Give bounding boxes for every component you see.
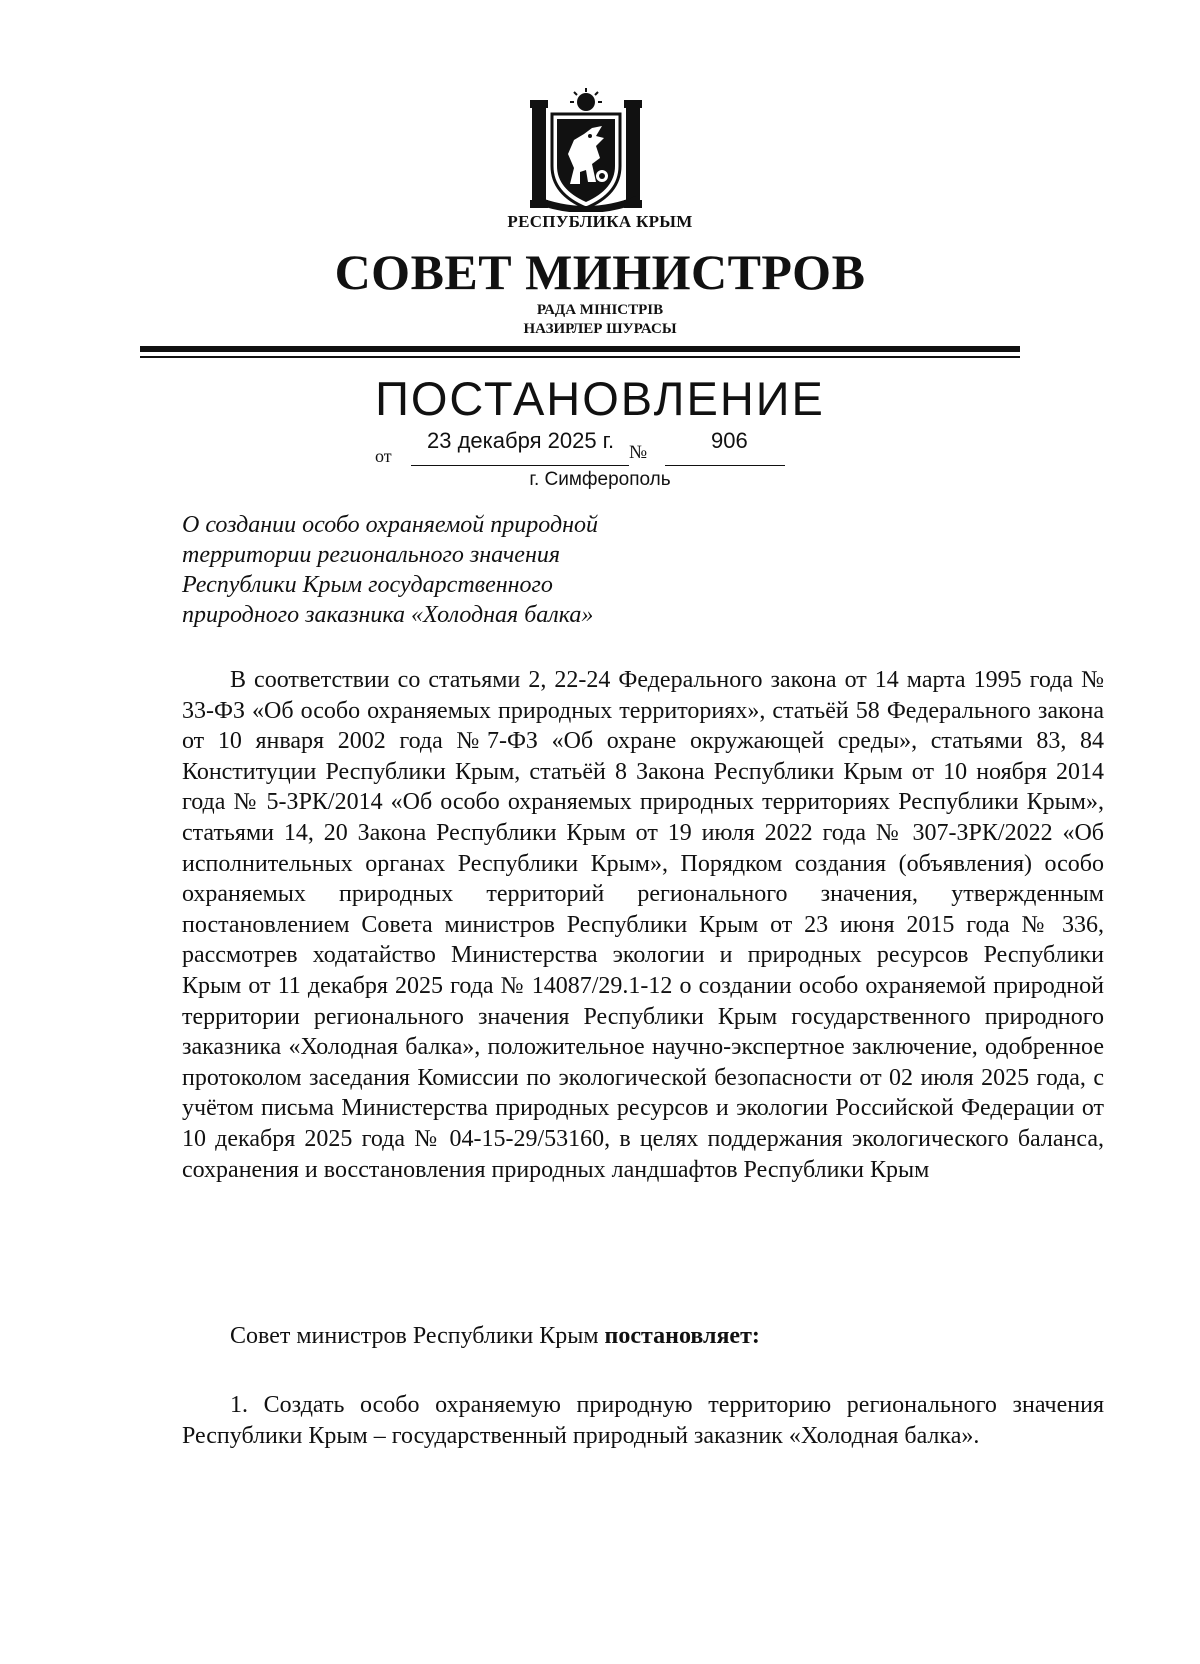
date-prefix: от bbox=[375, 446, 392, 466]
subject-line: природного заказника «Холодная балка» bbox=[182, 602, 594, 628]
header-divider-thick bbox=[140, 346, 1020, 352]
document-city: г. Симферополь bbox=[529, 469, 671, 490]
number-underline bbox=[665, 465, 785, 466]
subject-line: территории регионального значения bbox=[182, 542, 561, 568]
number-sign: № bbox=[629, 442, 648, 463]
preamble-paragraph: В соответствии со статьями 2, 22-24 Федерального закона от 14 марта 1995 года № 33-ФЗ «Об особо охраняемых природных территориях», статьёй 58 Федерального закона от 10 января 2002 года №7-ФЗ «Об охране окружающей среды», статьями 83, 84 Конституции Республики Крым, статьёй 8 Закона Республики Крым от 10 ноября 2014 года № 5-ЗРК/2014 «Об особо охраняемых природных территориях Республики Крым», статьями 14, 20 Закона Республики Крым от 19 июля 2022 года № 307-ЗРК/2022 «Об исполнительных органах Республики Крым», Порядком создания (объявления) особо охраняемых природных территорий регионального значения, утвержденным постановлением Совета министров Республики Крым от 23 июня 2015 года № 336, рассмотрев ходатайство Министерства экологии и природных ресурсов Республики Крым от 11 декабря 2025 года № 14087/29.1-12 о создании особо охраняемой природной территории регионального значения Республики Крым государственного природного заказника «Холодная балка», положительное научно-экспертное заключение, одобренное протоколом заседания Комиссии по экологической безопасности от 02 июля 2025 года, с учётом письма Министерства природных ресурсов и экологии Российской Федерации от 10 декабря 2025 года № 04-15-29/53160, в целях поддержания экологического баланса, сохранения и восстановления природных ландшафтов Республики Крым bbox=[182, 667, 1104, 1183]
republic-name: РЕСПУБЛИКА КРЫМ bbox=[507, 212, 693, 231]
document-type: ПОСТАНОВЛЕНИЕ bbox=[375, 372, 825, 425]
council-title-crh: НАЗИРЛЕР ШУРАСЫ bbox=[523, 321, 677, 337]
crimea-coat-of-arms-icon bbox=[530, 88, 642, 212]
council-title-ua: РАДА МІНІСТРІВ bbox=[536, 302, 664, 318]
document-subject bbox=[182, 510, 742, 630]
header-divider-thin bbox=[140, 356, 1020, 358]
resolution-item: 1. Создать особо охраняемую природную территорию регионального значения Республики Крым – государственный природный заказник «Холодная балка». bbox=[182, 1392, 1104, 1449]
date-underline bbox=[411, 465, 629, 466]
document-number: 906 bbox=[711, 428, 748, 453]
subject-line: О создании особо охраняемой природной bbox=[182, 512, 598, 538]
resolution-prefix: Совет министров Республики Крым bbox=[230, 1323, 605, 1349]
council-title: СОВЕТ МИНИСТРОВ bbox=[334, 244, 866, 300]
resolution-verb: постановляет: bbox=[604, 1323, 760, 1349]
document-date: 23 декабря 2025 г. bbox=[427, 428, 615, 453]
subject-line: Республики Крым государственного bbox=[182, 572, 553, 598]
date-number-line bbox=[375, 426, 795, 468]
resolution-line bbox=[230, 1321, 760, 1351]
